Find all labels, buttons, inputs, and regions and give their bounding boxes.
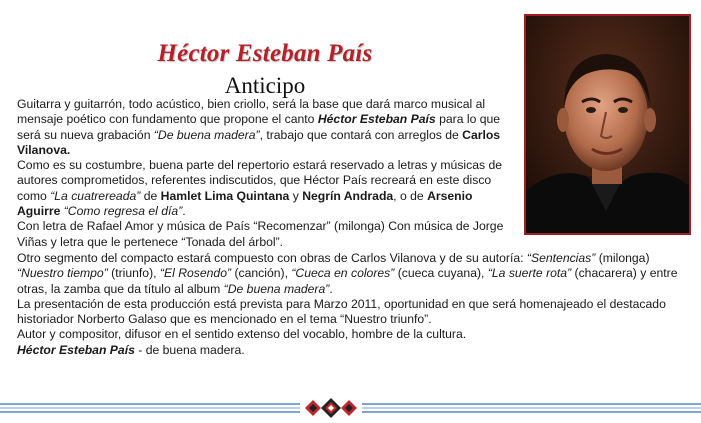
article-body [17,97,511,250]
text-run: Negrín Andrada [302,188,394,203]
text-run: , trabajo que contará con arreglos de [259,127,463,142]
divider-line [0,403,300,405]
text-run: “La suerte rota” [487,266,572,281]
text-run: “Cueca en colores” [291,266,395,281]
text-run: (milonga) [595,251,650,265]
article-paragraph [17,97,511,158]
portrait-photo [524,14,691,235]
text-run: “Sentencias” [526,251,596,265]
text-run: (chacarera) y entre otras, la zamba que da título al album [17,266,678,296]
text-run: , o de [393,188,428,203]
text-run: Con letra de Rafael Amor y música de País “Recomenzar” (milonga) Con música de Jorge Viñas y letra que le pertenece “Tonada del árbol”. [17,219,504,249]
text-run: Autor y compositor, difusor en el sentido extenso del vocablo, hombre de la cultura. [17,327,467,342]
text-run: (canción), [231,266,292,281]
text-run: para lo que será su nueva grabación [17,112,501,142]
text-run: “El Rosendo” [159,266,232,281]
portrait-illustration [526,16,689,233]
divider-line [362,403,701,405]
divider-line [362,407,701,409]
article-paragraph [17,297,685,328]
text-run: Hamlet Lima Quintana [160,188,290,203]
text-run: y [289,188,303,203]
text-run: . [182,204,186,219]
text-run: Otro segmento del compacto estará compuesto con obras de Carlos Vilanova y de su autoría: [17,251,527,265]
article-body-continued [17,251,685,358]
text-run: - de buena madera. [134,342,245,357]
text-run: Arsenio Aguirre [17,188,473,219]
text-run: de [140,188,161,203]
text-run: Héctor Esteban País [17,342,135,357]
text-run: Como es su costumbre, buena parte del repertorio estará reservado a letras y músicas de autores comprometidos, referentes indiscutidos, que Héctor País recreará en este disco como [17,158,503,203]
article-subtitle: Anticipo [224,73,306,98]
text-run: (triunfo), [107,266,160,281]
text-run: “De buena madera” [223,281,330,296]
text-run: Héctor Esteban País [317,112,436,127]
text-run: Guitarra y guitarrón, todo acústico, bien criollo, será la base que dará marco musical al mensaje poético con fundamento que propone el canto [17,97,486,127]
text-run: “Nuestro tiempo” [17,266,108,281]
article-paragraph [17,251,685,297]
text-run: La presentación de esta producción está prevista para Marzo 2011, oportunidad en que será homenajeado el destacado historiador Norberto Galaso que es mencionado en el tema “Nuestro triunfo”. [17,296,666,327]
article-title: Héctor Esteban País [157,40,373,67]
article-signature [17,343,685,358]
text-run: “De buena madera” [153,127,260,142]
text-run: Carlos Vilanova. [17,127,501,157]
text-run: (cueca cuyana), [394,266,488,281]
text-run: . [329,281,333,296]
divider-line [362,411,701,413]
article-paragraph [17,219,511,250]
text-run: “Como regresa el día” [63,204,183,219]
text-run: “La cuatrereada” [50,188,141,203]
divider-line [0,407,300,409]
article-paragraph [17,327,685,342]
andean-diamond-icon [303,396,359,420]
article-paragraph [17,158,511,219]
divider-line [0,411,300,413]
